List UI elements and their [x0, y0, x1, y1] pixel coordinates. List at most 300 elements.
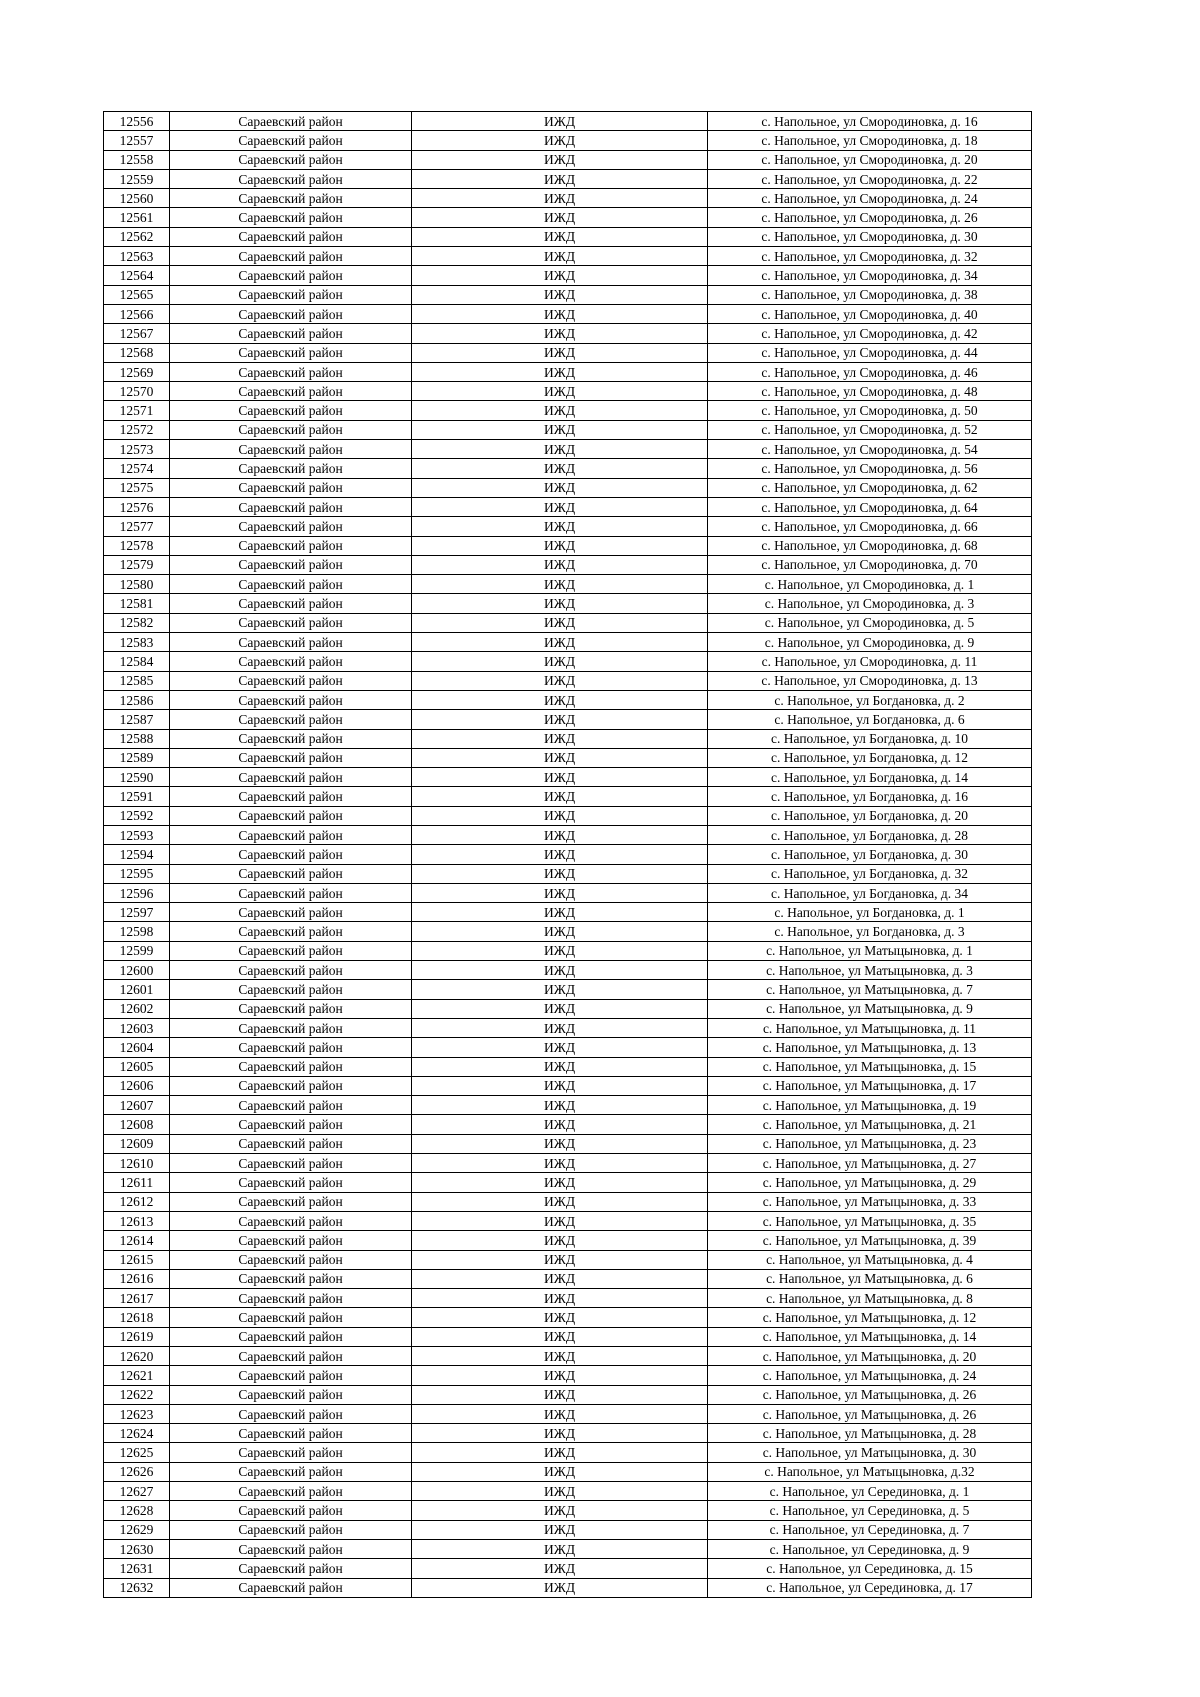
cell-district: Сараевский район — [170, 864, 412, 883]
cell-number: 12623 — [104, 1404, 170, 1423]
cell-address: с. Напольное, ул Матыцыновка, д. 6 — [708, 1269, 1032, 1288]
cell-district: Сараевский район — [170, 304, 412, 323]
table-row — [104, 1250, 1032, 1269]
table-row — [104, 1096, 1032, 1115]
cell-district: Сараевский район — [170, 787, 412, 806]
cell-number: 12565 — [104, 285, 170, 304]
table-row — [104, 1404, 1032, 1423]
cell-district: Сараевский район — [170, 112, 412, 131]
table-row — [104, 1482, 1032, 1501]
cell-number: 12622 — [104, 1385, 170, 1404]
cell-address: с. Напольное, ул Матыцыновка, д. 23 — [708, 1134, 1032, 1153]
cell-address: с. Напольное, ул Матыцыновка, д. 20 — [708, 1347, 1032, 1366]
table-row — [104, 883, 1032, 902]
table-row — [104, 652, 1032, 671]
table-row — [104, 845, 1032, 864]
table-row — [104, 497, 1032, 516]
cell-number: 12567 — [104, 324, 170, 343]
cell-address: с. Напольное, ул Матыцыновка, д. 30 — [708, 1443, 1032, 1462]
cell-district: Сараевский район — [170, 1173, 412, 1192]
cell-object-type: ИЖД — [412, 1327, 708, 1346]
cell-object-type: ИЖД — [412, 555, 708, 574]
table-row — [104, 112, 1032, 131]
table-row — [104, 1231, 1032, 1250]
cell-district: Сараевский район — [170, 459, 412, 478]
cell-number: 12625 — [104, 1443, 170, 1462]
cell-district: Сараевский район — [170, 555, 412, 574]
cell-district: Сараевский район — [170, 362, 412, 381]
cell-district: Сараевский район — [170, 652, 412, 671]
cell-address: с. Напольное, ул Смородиновка, д. 9 — [708, 633, 1032, 652]
cell-address: с. Напольное, ул Матыцыновка, д. 26 — [708, 1404, 1032, 1423]
table-row — [104, 517, 1032, 536]
cell-district: Сараевский район — [170, 729, 412, 748]
cell-district: Сараевский район — [170, 382, 412, 401]
cell-number: 12560 — [104, 189, 170, 208]
cell-district: Сараевский район — [170, 690, 412, 709]
cell-number: 12591 — [104, 787, 170, 806]
cell-address: с. Напольное, ул Матыцыновка, д. 35 — [708, 1211, 1032, 1230]
cell-object-type: ИЖД — [412, 169, 708, 188]
cell-district: Сараевский район — [170, 980, 412, 999]
cell-address: с. Напольное, ул Смородиновка, д. 3 — [708, 594, 1032, 613]
cell-address: с. Напольное, ул Смородиновка, д. 34 — [708, 266, 1032, 285]
cell-district: Сараевский район — [170, 594, 412, 613]
cell-object-type: ИЖД — [412, 671, 708, 690]
table-row — [104, 787, 1032, 806]
cell-district: Сараевский район — [170, 575, 412, 594]
cell-district: Сараевский район — [170, 671, 412, 690]
cell-district: Сараевский район — [170, 150, 412, 169]
cell-object-type: ИЖД — [412, 1115, 708, 1134]
cell-number: 12618 — [104, 1308, 170, 1327]
cell-object-type: ИЖД — [412, 633, 708, 652]
cell-number: 12581 — [104, 594, 170, 613]
cell-object-type: ИЖД — [412, 459, 708, 478]
cell-district: Сараевский район — [170, 324, 412, 343]
table-row — [104, 961, 1032, 980]
cell-number: 12578 — [104, 536, 170, 555]
cell-address: с. Напольное, ул Смородиновка, д. 40 — [708, 304, 1032, 323]
cell-district: Сараевский район — [170, 961, 412, 980]
cell-address: с. Напольное, ул Матыцыновка, д. 14 — [708, 1327, 1032, 1346]
cell-address: с. Напольное, ул Матыцыновка, д. 15 — [708, 1057, 1032, 1076]
cell-number: 12621 — [104, 1366, 170, 1385]
cell-number: 12590 — [104, 768, 170, 787]
cell-object-type: ИЖД — [412, 1366, 708, 1385]
cell-address: с. Напольное, ул Смородиновка, д. 48 — [708, 382, 1032, 401]
cell-number: 12575 — [104, 478, 170, 497]
cell-number: 12627 — [104, 1482, 170, 1501]
cell-district: Сараевский район — [170, 1269, 412, 1288]
cell-address: с. Напольное, ул Богдановка, д. 3 — [708, 922, 1032, 941]
cell-number: 12563 — [104, 247, 170, 266]
table-row — [104, 247, 1032, 266]
cell-address: с. Напольное, ул Матыцыновка, д. 21 — [708, 1115, 1032, 1134]
cell-address: с. Напольное, ул Матыцыновка, д. 33 — [708, 1192, 1032, 1211]
cell-address: с. Напольное, ул Серединовка, д. 5 — [708, 1501, 1032, 1520]
table-row — [104, 1173, 1032, 1192]
cell-object-type: ИЖД — [412, 922, 708, 941]
cell-district: Сараевский район — [170, 131, 412, 150]
cell-number: 12611 — [104, 1173, 170, 1192]
cell-number: 12580 — [104, 575, 170, 594]
table-row — [104, 1385, 1032, 1404]
cell-object-type: ИЖД — [412, 420, 708, 439]
cell-number: 12596 — [104, 883, 170, 902]
cell-district: Сараевский район — [170, 922, 412, 941]
cell-address: с. Напольное, ул Смородиновка, д. 26 — [708, 208, 1032, 227]
cell-district: Сараевский район — [170, 845, 412, 864]
cell-object-type: ИЖД — [412, 729, 708, 748]
cell-address: с. Напольное, ул Матыцыновка, д. 39 — [708, 1231, 1032, 1250]
cell-object-type: ИЖД — [412, 208, 708, 227]
cell-address: с. Напольное, ул Смородиновка, д. 52 — [708, 420, 1032, 439]
table-row — [104, 459, 1032, 478]
table-row — [104, 1327, 1032, 1346]
table-row — [104, 131, 1032, 150]
cell-district: Сараевский район — [170, 1520, 412, 1539]
table-row — [104, 324, 1032, 343]
cell-object-type: ИЖД — [412, 941, 708, 960]
cell-object-type: ИЖД — [412, 748, 708, 767]
cell-object-type: ИЖД — [412, 613, 708, 632]
cell-address: с. Напольное, ул Богдановка, д. 6 — [708, 710, 1032, 729]
cell-district: Сараевский район — [170, 1289, 412, 1308]
table-row — [104, 1520, 1032, 1539]
cell-district: Сараевский район — [170, 1154, 412, 1173]
table-row — [104, 1018, 1032, 1037]
cell-address: с. Напольное, ул Смородиновка, д. 56 — [708, 459, 1032, 478]
cell-number: 12629 — [104, 1520, 170, 1539]
cell-address: с. Напольное, ул Матыцыновка, д. 11 — [708, 1018, 1032, 1037]
cell-object-type: ИЖД — [412, 1096, 708, 1115]
cell-address: с. Напольное, ул Смородиновка, д. 54 — [708, 440, 1032, 459]
cell-object-type: ИЖД — [412, 845, 708, 864]
cell-number: 12586 — [104, 690, 170, 709]
cell-district: Сараевский район — [170, 169, 412, 188]
cell-object-type: ИЖД — [412, 883, 708, 902]
cell-number: 12564 — [104, 266, 170, 285]
cell-district: Сараевский район — [170, 497, 412, 516]
cell-number: 12600 — [104, 961, 170, 980]
cell-object-type: ИЖД — [412, 825, 708, 844]
cell-address: с. Напольное, ул Смородиновка, д. 64 — [708, 497, 1032, 516]
cell-object-type: ИЖД — [412, 864, 708, 883]
cell-number: 12626 — [104, 1462, 170, 1481]
cell-district: Сараевский район — [170, 1038, 412, 1057]
cell-district: Сараевский район — [170, 208, 412, 227]
cell-address: с. Напольное, ул Богдановка, д. 12 — [708, 748, 1032, 767]
cell-number: 12576 — [104, 497, 170, 516]
cell-number: 12559 — [104, 169, 170, 188]
cell-address: с. Напольное, ул Серединовка, д. 15 — [708, 1559, 1032, 1578]
cell-address: с. Напольное, ул Матыцыновка, д. 4 — [708, 1250, 1032, 1269]
cell-object-type: ИЖД — [412, 131, 708, 150]
cell-object-type: ИЖД — [412, 903, 708, 922]
cell-address: с. Напольное, ул Матыцыновка, д. 1 — [708, 941, 1032, 960]
cell-number: 12577 — [104, 517, 170, 536]
cell-number: 12558 — [104, 150, 170, 169]
cell-object-type: ИЖД — [412, 980, 708, 999]
cell-district: Сараевский район — [170, 883, 412, 902]
table-row — [104, 1347, 1032, 1366]
table-row — [104, 806, 1032, 825]
table-row — [104, 420, 1032, 439]
cell-address: с. Напольное, ул Смородиновка, д. 68 — [708, 536, 1032, 555]
cell-district: Сараевский район — [170, 1018, 412, 1037]
table-row — [104, 690, 1032, 709]
cell-object-type: ИЖД — [412, 1385, 708, 1404]
cell-district: Сараевский район — [170, 1192, 412, 1211]
cell-district: Сараевский район — [170, 1347, 412, 1366]
table-row — [104, 382, 1032, 401]
cell-number: 12616 — [104, 1269, 170, 1288]
cell-number: 12604 — [104, 1038, 170, 1057]
cell-object-type: ИЖД — [412, 1134, 708, 1153]
cell-district: Сараевский район — [170, 633, 412, 652]
cell-object-type: ИЖД — [412, 710, 708, 729]
cell-address: с. Напольное, ул Смородиновка, д. 1 — [708, 575, 1032, 594]
cell-object-type: ИЖД — [412, 343, 708, 362]
cell-district: Сараевский район — [170, 343, 412, 362]
cell-number: 12628 — [104, 1501, 170, 1520]
cell-district: Сараевский район — [170, 613, 412, 632]
cell-object-type: ИЖД — [412, 112, 708, 131]
table-row — [104, 1057, 1032, 1076]
cell-object-type: ИЖД — [412, 652, 708, 671]
cell-address: с. Напольное, ул Смородиновка, д. 50 — [708, 401, 1032, 420]
cell-address: с. Напольное, ул Богдановка, д. 34 — [708, 883, 1032, 902]
cell-address: с. Напольное, ул Серединовка, д. 9 — [708, 1539, 1032, 1558]
cell-district: Сараевский район — [170, 903, 412, 922]
cell-number: 12592 — [104, 806, 170, 825]
cell-address: с. Напольное, ул Смородиновка, д. 11 — [708, 652, 1032, 671]
table-row — [104, 440, 1032, 459]
cell-address: с. Напольное, ул Богдановка, д. 28 — [708, 825, 1032, 844]
cell-address: с. Напольное, ул Матыцыновка, д. 8 — [708, 1289, 1032, 1308]
cell-number: 12615 — [104, 1250, 170, 1269]
cell-address: с. Напольное, ул Матыцыновка, д. 7 — [708, 980, 1032, 999]
cell-district: Сараевский район — [170, 189, 412, 208]
cell-district: Сараевский район — [170, 517, 412, 536]
cell-district: Сараевский район — [170, 768, 412, 787]
cell-address: с. Напольное, ул Серединовка, д. 17 — [708, 1578, 1032, 1597]
cell-district: Сараевский район — [170, 1057, 412, 1076]
table-row — [104, 1269, 1032, 1288]
cell-address: с. Напольное, ул Матыцыновка, д. 26 — [708, 1385, 1032, 1404]
cell-district: Сараевский район — [170, 1578, 412, 1597]
table-row — [104, 285, 1032, 304]
cell-address: с. Напольное, ул Смородиновка, д. 18 — [708, 131, 1032, 150]
cell-address: с. Напольное, ул Матыцыновка, д. 19 — [708, 1096, 1032, 1115]
cell-object-type: ИЖД — [412, 1289, 708, 1308]
cell-object-type: ИЖД — [412, 497, 708, 516]
table-row — [104, 1134, 1032, 1153]
cell-number: 12620 — [104, 1347, 170, 1366]
cell-district: Сараевский район — [170, 999, 412, 1018]
cell-number: 12613 — [104, 1211, 170, 1230]
table-row — [104, 710, 1032, 729]
cell-address: с. Напольное, ул Серединовка, д. 1 — [708, 1482, 1032, 1501]
cell-address: с. Напольное, ул Смородиновка, д. 5 — [708, 613, 1032, 632]
table-row — [104, 768, 1032, 787]
cell-object-type: ИЖД — [412, 768, 708, 787]
cell-district: Сараевский район — [170, 285, 412, 304]
cell-object-type: ИЖД — [412, 247, 708, 266]
cell-number: 12579 — [104, 555, 170, 574]
cell-object-type: ИЖД — [412, 1057, 708, 1076]
table-row — [104, 864, 1032, 883]
table-row — [104, 594, 1032, 613]
cell-district: Сараевский район — [170, 1134, 412, 1153]
table-row — [104, 748, 1032, 767]
cell-address: с. Напольное, ул Смородиновка, д. 46 — [708, 362, 1032, 381]
cell-object-type: ИЖД — [412, 1520, 708, 1539]
cell-address: с. Напольное, ул Богдановка, д. 16 — [708, 787, 1032, 806]
table-row — [104, 401, 1032, 420]
cell-district: Сараевский район — [170, 1115, 412, 1134]
table-row — [104, 555, 1032, 574]
table-row — [104, 1424, 1032, 1443]
table-row — [104, 1443, 1032, 1462]
cell-district: Сараевский район — [170, 1501, 412, 1520]
table-row — [104, 1501, 1032, 1520]
cell-object-type: ИЖД — [412, 401, 708, 420]
cell-address: с. Напольное, ул Смородиновка, д. 30 — [708, 227, 1032, 246]
cell-object-type: ИЖД — [412, 961, 708, 980]
cell-number: 12610 — [104, 1154, 170, 1173]
table-row — [104, 613, 1032, 632]
table-row — [104, 343, 1032, 362]
register-table-body — [104, 112, 1032, 1598]
cell-address: с. Напольное, ул Смородиновка, д. 44 — [708, 343, 1032, 362]
cell-object-type: ИЖД — [412, 594, 708, 613]
cell-object-type: ИЖД — [412, 1308, 708, 1327]
cell-object-type: ИЖД — [412, 806, 708, 825]
register-table — [103, 111, 1032, 1598]
cell-district: Сараевский район — [170, 227, 412, 246]
cell-district: Сараевский район — [170, 478, 412, 497]
cell-district: Сараевский район — [170, 536, 412, 555]
cell-number: 12632 — [104, 1578, 170, 1597]
cell-number: 12569 — [104, 362, 170, 381]
cell-object-type: ИЖД — [412, 362, 708, 381]
table-row — [104, 1154, 1032, 1173]
table-row — [104, 825, 1032, 844]
cell-object-type: ИЖД — [412, 1424, 708, 1443]
cell-object-type: ИЖД — [412, 1192, 708, 1211]
cell-district: Сараевский район — [170, 710, 412, 729]
cell-object-type: ИЖД — [412, 999, 708, 1018]
cell-number: 12562 — [104, 227, 170, 246]
cell-address: с. Напольное, ул Богдановка, д. 10 — [708, 729, 1032, 748]
cell-number: 12573 — [104, 440, 170, 459]
cell-object-type: ИЖД — [412, 324, 708, 343]
cell-number: 12568 — [104, 343, 170, 362]
cell-object-type: ИЖД — [412, 478, 708, 497]
cell-number: 12566 — [104, 304, 170, 323]
cell-object-type: ИЖД — [412, 1018, 708, 1037]
cell-number: 12598 — [104, 922, 170, 941]
cell-number: 12612 — [104, 1192, 170, 1211]
cell-object-type: ИЖД — [412, 1269, 708, 1288]
cell-object-type: ИЖД — [412, 440, 708, 459]
cell-district: Сараевский район — [170, 1385, 412, 1404]
table-row — [104, 729, 1032, 748]
cell-number: 12556 — [104, 112, 170, 131]
cell-object-type: ИЖД — [412, 227, 708, 246]
cell-object-type: ИЖД — [412, 266, 708, 285]
table-row — [104, 1578, 1032, 1597]
table-row — [104, 980, 1032, 999]
table-row — [104, 671, 1032, 690]
cell-district: Сараевский район — [170, 1424, 412, 1443]
table-row — [104, 1539, 1032, 1558]
cell-number: 12585 — [104, 671, 170, 690]
cell-number: 12602 — [104, 999, 170, 1018]
table-row — [104, 1192, 1032, 1211]
cell-district: Сараевский район — [170, 1482, 412, 1501]
cell-address: с. Напольное, ул Матыцыновка, д. 3 — [708, 961, 1032, 980]
cell-number: 12583 — [104, 633, 170, 652]
table-row — [104, 1038, 1032, 1057]
cell-district: Сараевский район — [170, 1211, 412, 1230]
cell-number: 12593 — [104, 825, 170, 844]
table-row — [104, 208, 1032, 227]
cell-address: с. Напольное, ул Богдановка, д. 14 — [708, 768, 1032, 787]
cell-object-type: ИЖД — [412, 1038, 708, 1057]
cell-number: 12589 — [104, 748, 170, 767]
cell-object-type: ИЖД — [412, 1462, 708, 1481]
cell-address: с. Напольное, ул Смородиновка, д. 38 — [708, 285, 1032, 304]
cell-district: Сараевский район — [170, 1076, 412, 1095]
cell-district: Сараевский район — [170, 1443, 412, 1462]
cell-number: 12619 — [104, 1327, 170, 1346]
cell-number: 12595 — [104, 864, 170, 883]
cell-district: Сараевский район — [170, 420, 412, 439]
cell-number: 12584 — [104, 652, 170, 671]
table-row — [104, 1559, 1032, 1578]
cell-object-type: ИЖД — [412, 787, 708, 806]
cell-object-type: ИЖД — [412, 1501, 708, 1520]
table-row — [104, 227, 1032, 246]
table-row — [104, 633, 1032, 652]
cell-object-type: ИЖД — [412, 1076, 708, 1095]
cell-object-type: ИЖД — [412, 690, 708, 709]
cell-district: Сараевский район — [170, 748, 412, 767]
cell-object-type: ИЖД — [412, 536, 708, 555]
table-row — [104, 941, 1032, 960]
table-row — [104, 575, 1032, 594]
cell-number: 12617 — [104, 1289, 170, 1308]
cell-number: 12606 — [104, 1076, 170, 1095]
cell-address: с. Напольное, ул Богдановка, д. 32 — [708, 864, 1032, 883]
table-row — [104, 1308, 1032, 1327]
cell-address: с. Напольное, ул Богдановка, д. 20 — [708, 806, 1032, 825]
cell-number: 12603 — [104, 1018, 170, 1037]
cell-number: 12557 — [104, 131, 170, 150]
table-row — [104, 189, 1032, 208]
cell-address: с. Напольное, ул Матыцыновка, д. 12 — [708, 1308, 1032, 1327]
cell-district: Сараевский район — [170, 1366, 412, 1385]
cell-number: 12630 — [104, 1539, 170, 1558]
cell-number: 12608 — [104, 1115, 170, 1134]
table-row — [104, 1289, 1032, 1308]
table-row — [104, 999, 1032, 1018]
table-row — [104, 1462, 1032, 1481]
cell-object-type: ИЖД — [412, 1154, 708, 1173]
